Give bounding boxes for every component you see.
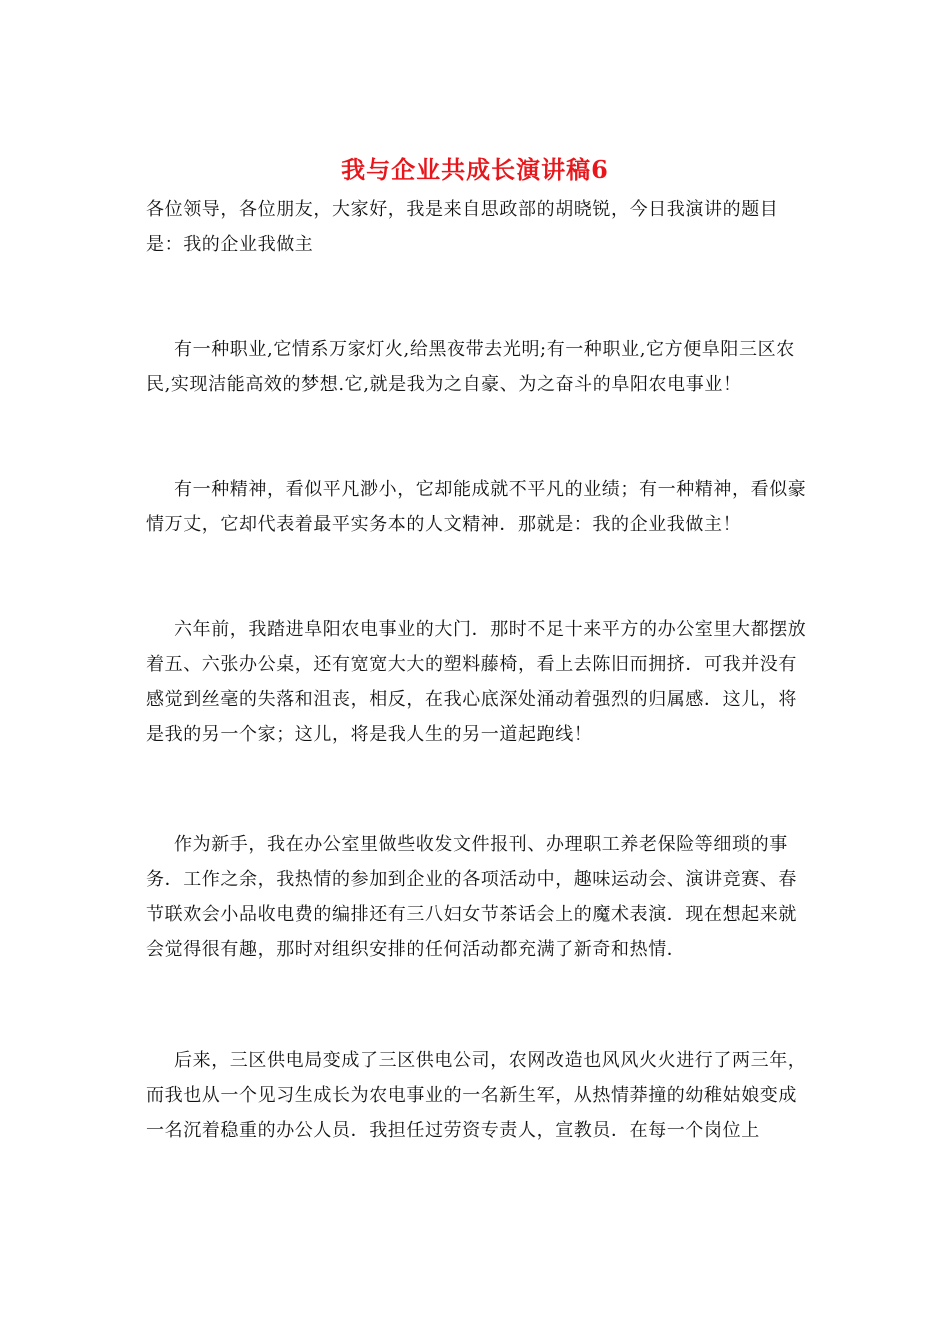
paragraph-spirit: 有一种精神，看似平凡渺小，它却能成就不平凡的业绩；有一种精神，看似豪情万丈，它却代表着最平实务本的人文精神．那就是：我的企业我做主！: [146, 479, 807, 535]
document-title: 我与企业共成长演讲稿6: [341, 155, 609, 184]
paragraph-newcomer: 作为新手，我在办公室里做些收发文件报刊、办理职工养老保险等细琐的事务．工作之余，我热情的参加到企业的各项活动中，趣味运动会、演讲竞赛、春节联欢会小品收电费的编排还有三八妇女节茶话会上的魔术表演．现在想起来就会觉得很有趣，那时对组织安排的任何活动都充满了新奇和热情．: [146, 834, 797, 960]
paragraph-later: 后来，三区供电局变成了三区供电公司，农网改造也风风火火进行了两三年，而我也从一个见习生成长为农电事业的一名新生军，从热情莽撞的幼稚姑娘变成一名沉着稳重的办公人员．我担任过劳资专责人，宣教员．在每一个岗位上: [146, 1050, 807, 1141]
paragraph-profession: 有一种职业,它情系万家灯火,给黑夜带去光明;有一种职业,它方便阜阳三区农民,实现洁能高效的梦想.它,就是我为之自豪、为之奋斗的阜阳农电事业！: [146, 339, 795, 395]
paragraph-greeting: 各位领导，各位朋友，大家好，我是来自思政部的胡晓锐，今日我演讲的题目是：我的企业我做主: [146, 199, 779, 255]
paragraph-six-years-ago: 六年前，我踏进阜阳农电事业的大门．那时不足十来平方的办公室里大都摆放着五、六张办公桌，还有宽宽大大的塑料藤椅，看上去陈旧而拥挤．可我并没有感觉到丝毫的失落和沮丧，相反，在我心底深处涌动着强烈的归属感．这儿，将是我的另一个家；这儿，将是我人生的另一道起跑线！: [146, 619, 807, 745]
